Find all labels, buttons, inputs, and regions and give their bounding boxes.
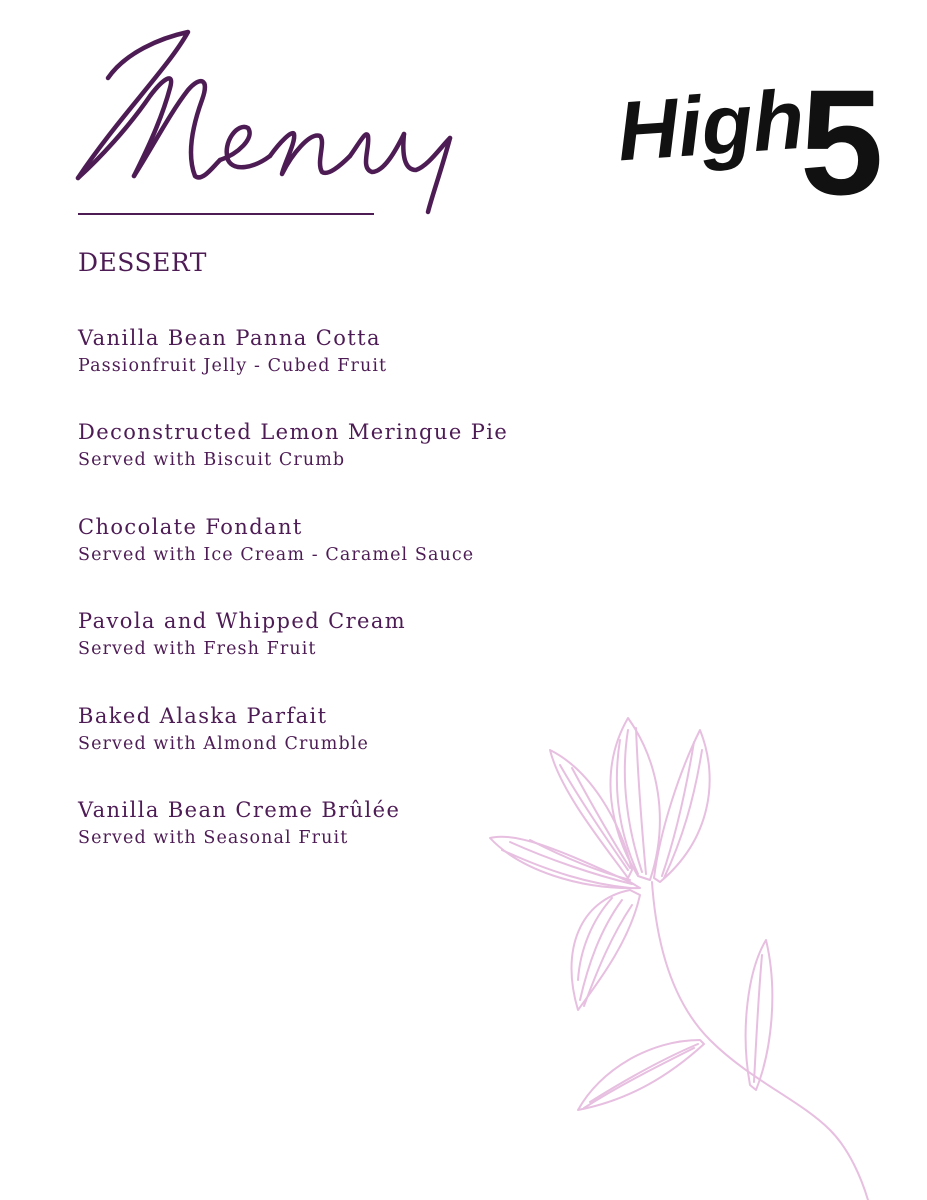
item-description: Served with Seasonal Fruit [78,827,349,848]
title-underline [78,213,374,215]
item-description: Served with Almond Crumble [78,733,369,754]
logo-word: High [614,71,808,179]
flower-illustration-icon [480,710,927,1200]
item-name: Deconstructed Lemon Meringue Pie [78,420,509,445]
item-name: Pavola and Whipped Cream [78,609,407,634]
menu-item [78,606,598,700]
high5-logo [612,44,892,209]
item-description: Passionfruit Jelly - Cubed Fruit [78,356,388,376]
item-description: Served with Fresh Fruit [78,639,317,660]
menu-item [78,323,598,417]
item-name: Vanilla Bean Panna Cotta [78,326,381,350]
menu-item [78,512,598,606]
menu-title [70,8,470,218]
item-description: Served with Ice Cream - Caramel Sauce [78,544,475,565]
item-description: Served with Biscuit Crumb [78,450,346,471]
item-name: Chocolate Fondant [78,514,303,539]
section-heading: DESSERT [78,248,207,277]
item-name: Vanilla Bean Creme Brûlée [78,797,401,822]
item-name: Baked Alaska Parfait [78,703,328,728]
logo-number: 5 [800,58,884,209]
menu-item [78,417,598,511]
